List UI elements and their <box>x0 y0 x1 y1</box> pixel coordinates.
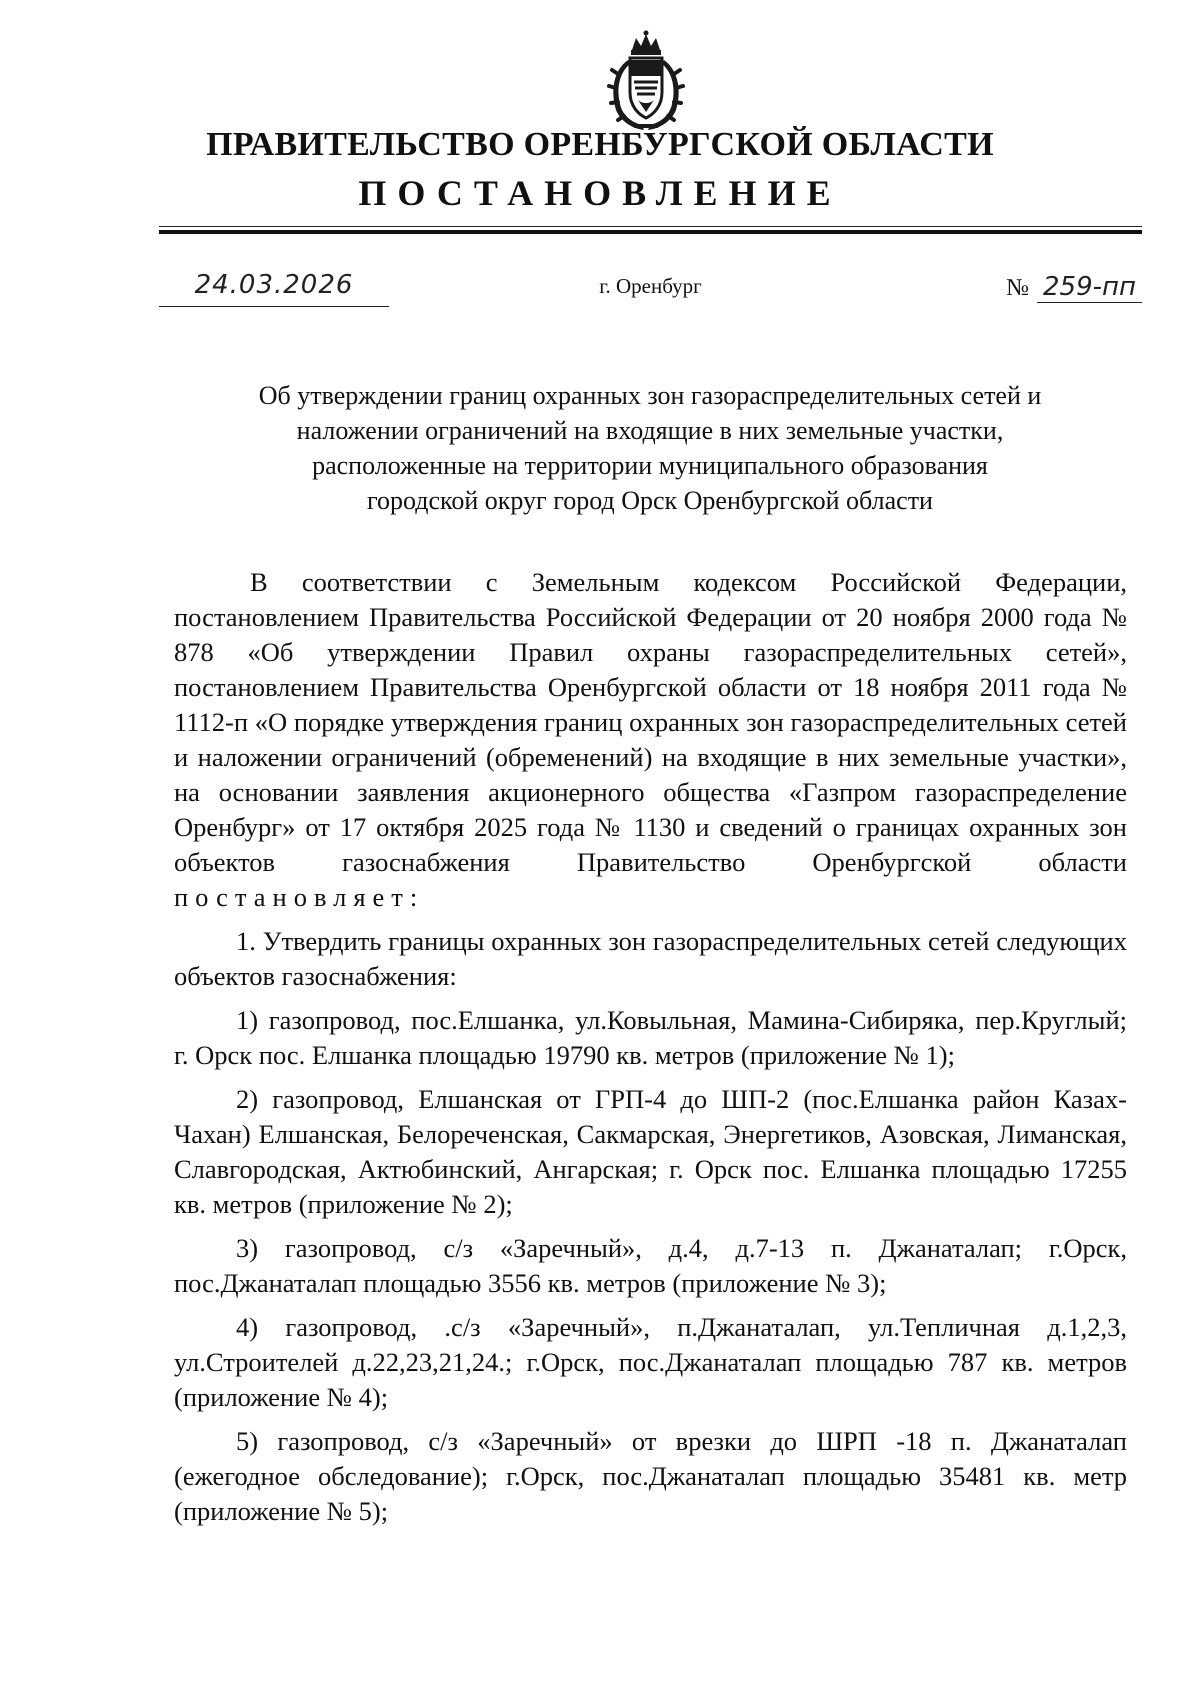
preamble-paragraph <box>174 565 1127 915</box>
document-meta-row <box>159 268 1142 312</box>
header-divider-thin <box>159 226 1142 227</box>
handwritten-number: 259-пп <box>1037 272 1142 303</box>
decree-word: постановляет: <box>174 882 425 912</box>
coat-of-arms-emblem <box>604 30 688 134</box>
government-title: ПРАВИТЕЛЬСТВО ОРЕНБУРГСКОЙ ОБЛАСТИ <box>206 126 994 163</box>
number-label: № <box>1006 275 1029 301</box>
list-item: 1) газопровод, пос.Елшанка, ул.Ковыльная, Мамина-Сибиряка, пер.Круглый; г. Орск пос. Елшанка площадью 19790 кв. метров (приложение № 1); <box>174 1005 1127 1070</box>
issue-city: г. Оренбург <box>599 274 702 298</box>
document-kind-title: ПОСТАНОВЛЕНИЕ <box>358 173 842 213</box>
list-item: 4) газопровод, .с/з «Заречный», п.Джанаталап, ул.Тепличная д.1,2,3, ул.Строителей д.22,23,21,24.; г.Орск, пос.Джанаталап площадью 787 кв. метров (приложение № 4); <box>174 1312 1127 1412</box>
list-item: 3) газопровод, с/з «Заречный», д.4, д.7-13 п. Джанаталап; г.Орск, пос.Джанаталап площадью 3556 кв. метров (приложение № 3); <box>174 1233 1127 1298</box>
handwritten-date: 24.03.2026 <box>159 268 389 307</box>
header-divider-thick <box>159 230 1142 234</box>
subject-line: Об утверждении границ охранных зон газораспределительных сетей и <box>258 381 1042 410</box>
document-subject <box>200 378 1100 518</box>
document-number <box>1006 272 1142 303</box>
preamble-text: В соответствии с Земельным кодексом Российской Федерации, постановлением Правительства Российской Федерации от 20 ноября 2000 года № 878 «Об утверждении Правил охраны газораспределительных сетей», постановлением Правительства Оренбургской области от 18 ноября 2011 года № 1112-п «О порядке утверждения границ охранных зон газораспределительных сетей и наложении ограничений (обременений) на входящие в них земельные участки», на основании заявления акционерного общества «Газпром газораспределение Оренбург» от 17 октября 2025 года № 1130 и сведений о границах охранных зон объектов газоснабжения Правительство Оренбургской области <box>174 567 1127 877</box>
list-item: 2) газопровод, Елшанская от ГРП-4 до ШП-2 (пос.Елшанка район Казах-Чахан) Елшанская, Белореченская, Сакмарская, Энергетиков, Азовская, Лиманская, Славгородская, Актюбинский, Ангарская; г. Орск пос. Елшанка площадью 17255 кв. метров (приложение № 2); <box>174 1084 1127 1219</box>
subject-line: наложении ограничений на входящие в них земельные участки, <box>296 416 1004 445</box>
subject-line: городской округ город Орск Оренбургской области <box>367 486 933 515</box>
list-item: 5) газопровод, с/з «Заречный» от врезки до ШРП -18 п. Джанаталап (ежегодное обследование); г.Орск, пос.Джанаталап площадью 35481 кв. метр (приложение № 5); <box>174 1426 1127 1526</box>
clause-1: 1. Утвердить границы охранных зон газораспределительных сетей следующих объектов газоснабжения: <box>174 926 1127 991</box>
document-body <box>174 565 1127 1538</box>
subject-line: расположенные на территории муниципального образования <box>312 451 988 480</box>
